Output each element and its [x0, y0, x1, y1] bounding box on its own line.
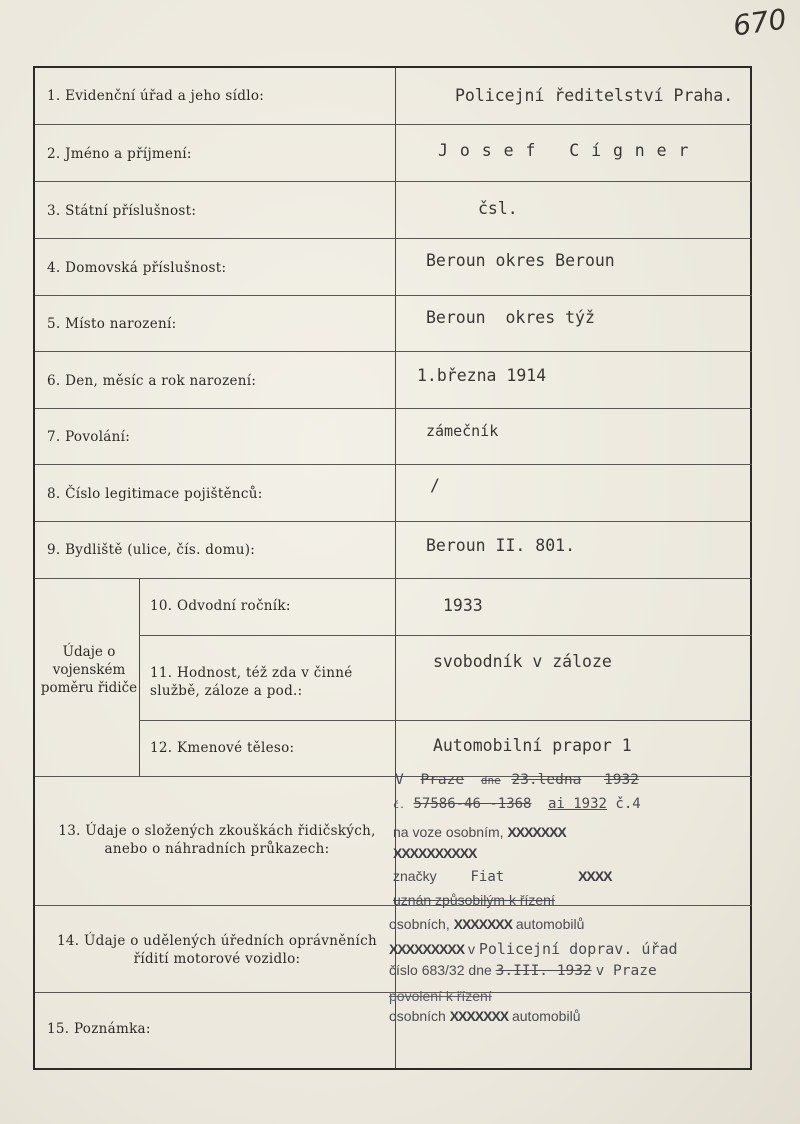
exam-city: Praze: [420, 772, 465, 788]
label-full-name: 2. Jméno a příjmení:: [47, 146, 192, 162]
row-divider: [35, 181, 752, 182]
row-divider: [35, 351, 752, 352]
exam-line-3: [393, 824, 566, 840]
auth-office: Policejní doprav. úřad: [478, 940, 678, 958]
note-line-1: povolení k řízení: [389, 988, 492, 1004]
note-redacted: XXXXXXX: [449, 1008, 509, 1024]
value-home-unit: Automobilní prapor 1: [433, 736, 632, 755]
value-domicile: Beroun okres Beroun: [426, 251, 615, 270]
exam-prefix: V: [395, 772, 404, 788]
label-note: 15. Poznámka:: [47, 1021, 151, 1037]
note-line-2: [389, 1008, 580, 1024]
exam-line-1: [395, 772, 639, 788]
military-divider: [139, 578, 140, 776]
auth-date: 3.III. 1932: [495, 963, 592, 979]
label-birthdate: 6. Den, měsíc a rok narození:: [47, 373, 257, 389]
auth-city: v Praze: [595, 963, 657, 979]
value-full-name: J o s e f C í g n e r: [438, 141, 690, 160]
row-divider: [35, 238, 752, 239]
exam-line-2: [393, 796, 641, 812]
value-issuing-office: Policejní ředitelství Praha.: [455, 86, 734, 105]
exam-dne: dne: [480, 774, 501, 787]
row-divider: [139, 720, 752, 721]
label-home-unit: 12. Kmenové těleso:: [150, 740, 295, 756]
military-group-label: Údaje o vojenském poměru řidiče: [40, 644, 138, 696]
row-divider: [35, 578, 752, 579]
exam-year: 1932: [604, 772, 639, 788]
registration-form: [33, 66, 752, 1070]
auth-number-prefix: číslo: [389, 962, 418, 978]
exam-brand: Fiat: [470, 869, 505, 885]
row-divider: [35, 295, 752, 296]
exam-redacted-3: XXXX: [578, 868, 612, 884]
exam-redacted-1: XXXXXXX: [507, 824, 566, 840]
row-divider: [35, 521, 752, 522]
auth-line-3: [389, 962, 657, 979]
label-occupation: 7. Povolání:: [47, 429, 131, 445]
auth-vehicle: automobilů: [515, 916, 585, 932]
row-divider: [35, 124, 752, 125]
exam-line-5: [393, 868, 611, 885]
exam-brand-prefix: značky: [393, 868, 437, 884]
label-citizenship: 3. Státní příslušnost:: [47, 203, 197, 219]
value-citizenship: čsl.: [478, 199, 518, 218]
value-birthplace: Beroun okres týž: [426, 308, 595, 327]
auth-line-2: [389, 940, 678, 958]
row-divider: [35, 408, 752, 409]
page-number: 670: [730, 2, 789, 43]
label-birthplace: 5. Místo narození:: [47, 316, 177, 332]
exam-line-6: uznán způsobilým k řízení: [393, 892, 555, 908]
auth-redacted-2: XXXXXXXXX: [389, 941, 465, 957]
auth-number: 683/32: [421, 962, 465, 978]
value-conscription-year: 1933: [443, 596, 483, 615]
value-occupation: zámečník: [426, 422, 499, 440]
auth-line-1: [389, 916, 584, 932]
label-residence: 9. Bydliště (ulice, čís. domu):: [47, 542, 256, 558]
label-rank: 11. Hodnost, též zda v činné službě, záloze a pod.:: [150, 665, 353, 699]
exam-date: 23.ledna: [511, 772, 582, 788]
label-insurance-id: 8. Číslo legitimace pojištěnců:: [47, 486, 263, 502]
exam-line-4: [393, 845, 476, 861]
row-divider: [139, 635, 752, 636]
label-exams: 13. Údaje o složených zkouškách řidičských, anebo o náhradních průkazech:: [58, 823, 376, 857]
exam-number-prefix: č.: [393, 800, 406, 811]
label-issuing-office: 1. Evidenční úřad a jeho sídlo:: [47, 88, 265, 104]
label-authorizations: 14. Údaje o udělených úředních oprávněních řídití motorové vozidlo:: [56, 933, 377, 967]
auth-category: osobních,: [389, 916, 450, 932]
label-domicile: 4. Domovská příslušnost:: [47, 260, 227, 276]
label-conscription-year: 10. Odvodní ročník:: [150, 598, 291, 614]
auth-v: v: [467, 941, 475, 957]
value-birthdate: 1.března 1914: [417, 366, 547, 385]
exam-vehicle-text: na voze osobním,: [393, 824, 504, 840]
exam-number: 57586-46 -1368: [413, 796, 532, 812]
note-vehicle: automobilů: [511, 1008, 581, 1024]
value-rank: svobodník v záloze: [433, 652, 612, 671]
row-divider: [35, 776, 752, 777]
auth-redacted-1: XXXXXXX: [453, 916, 512, 932]
row-divider: [35, 464, 752, 465]
exam-redacted-2: XXXXXXXXXX: [393, 845, 477, 861]
exam-ai: ai 1932: [547, 796, 607, 812]
value-residence: Beroun II. 801.: [426, 536, 576, 555]
value-insurance-id: /: [430, 476, 440, 495]
exam-c: č.4: [615, 796, 641, 812]
note-category: osobních: [389, 1008, 446, 1024]
auth-dne: dne: [468, 962, 492, 978]
